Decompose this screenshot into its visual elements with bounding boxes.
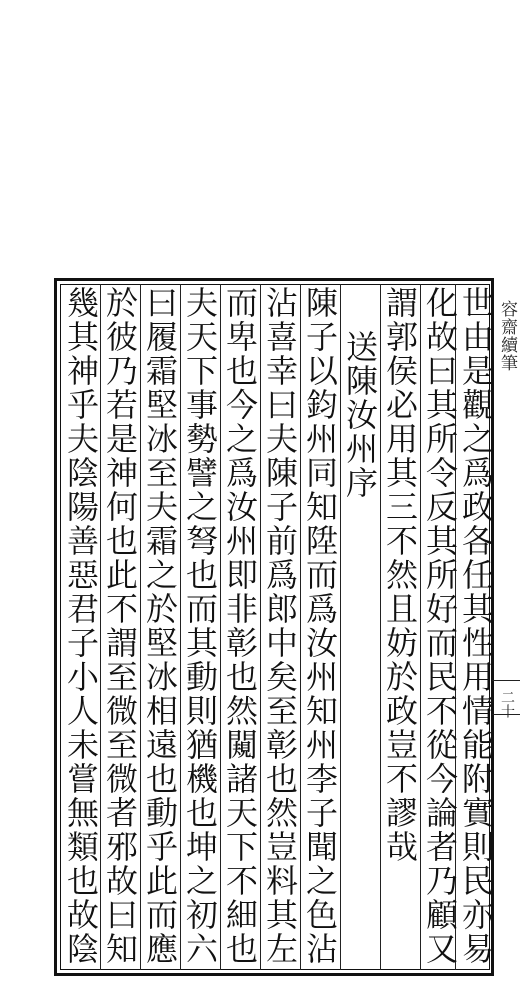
center-strip (493, 284, 520, 970)
text-column: 謂郭侯必用其三不然且妨於政豈不謬哉 (381, 286, 419, 864)
center-strip-title: 容齋續筆 (497, 300, 517, 372)
text-column: 而卑也今之爲汝州即非彰也然闚諸天下不細也 (221, 286, 259, 966)
fish-tail-mark (492, 680, 520, 681)
text-column: 於彼乃若是神何也此不謂至微至微者邪故曰知 (101, 286, 139, 966)
folio-number: 二十 (499, 690, 515, 718)
text-column: 幾其神乎夫陰陽善惡君子小人未嘗無類也故陰 (62, 286, 100, 966)
text-column: 沾喜幸曰夫陳子前爲郎中矣至彰也然豈料其左 (261, 286, 299, 966)
text-column: 曰履霜堅冰至夫霜之於堅冰相遠也動乎此而應 (141, 286, 179, 966)
fish-tail-mark (492, 714, 520, 715)
text-column: 世由是觀之爲政各任其性用情能附實則民亦易 (457, 286, 495, 966)
text-column: 陳子以鈞州同知陞而爲汝州知州李子聞之色沾 (301, 286, 339, 966)
text-column: 化故曰其所令反其所好而民不從今論者乃顧又 (421, 286, 459, 966)
essay-title: 送陳汝州序 (341, 330, 379, 500)
text-column: 夫天下事勢譬之弩也而其動則猶機也坤之初六 (181, 286, 219, 966)
